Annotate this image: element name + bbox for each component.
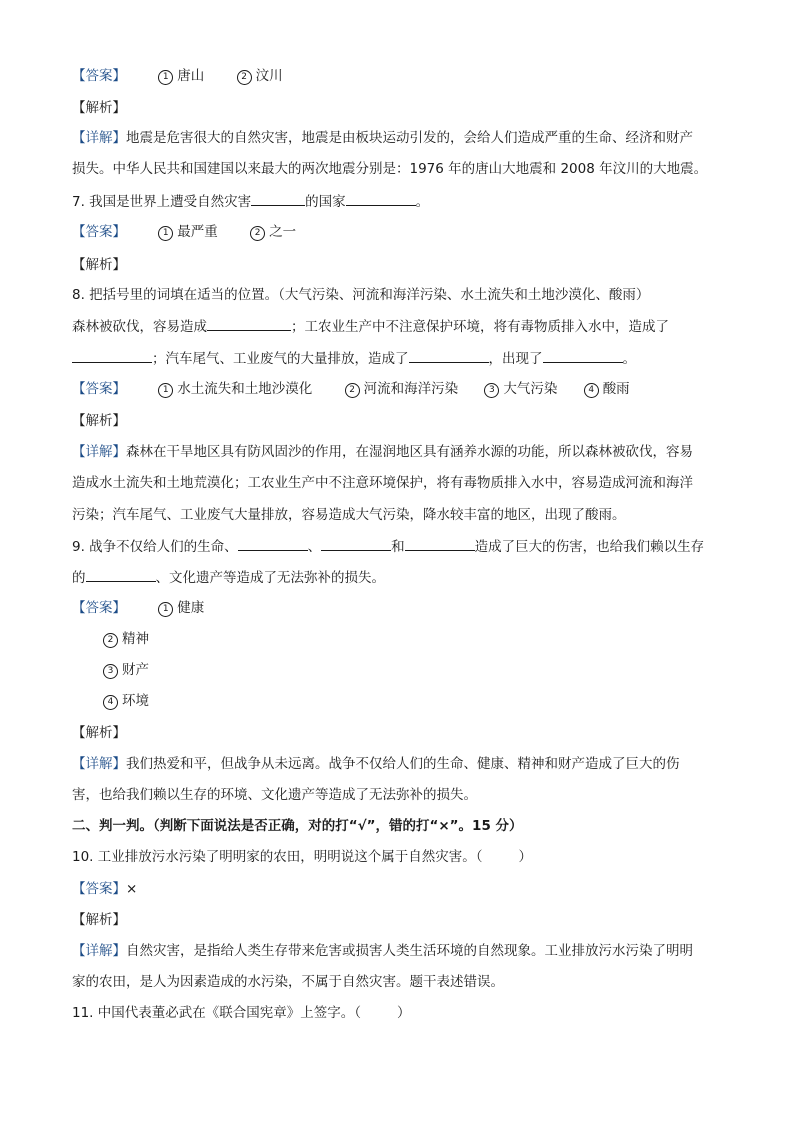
q8-question-line-1: 8. 把括号里的词填在适当的位置。（大气污染、河流和海洋污染、水土流失和土地沙漠化、酸雨） <box>72 287 650 303</box>
circled-number: 1 <box>158 383 173 398</box>
answer-label: 【答案】 <box>72 600 126 616</box>
circled-number: 3 <box>103 664 118 679</box>
q6-answer-line <box>72 66 283 86</box>
q9-answer-1: 1 健康 <box>158 598 204 618</box>
circled-number: 1 <box>158 226 173 241</box>
q9-answer-3: 3 财产 <box>103 660 149 680</box>
blank <box>321 536 391 551</box>
q9-question-line-1: 9. 战争不仅给人们的生命、 、 和 造成了巨大的伤害，也给我们赖以生存 <box>72 536 704 557</box>
q8-answer-1: 1 水土流失和土地沙漠化 <box>158 379 312 399</box>
circled-number: 2 <box>250 226 265 241</box>
blank <box>543 348 623 363</box>
q8-answer-4: 4 酸雨 <box>584 379 630 399</box>
analysis-label: 【解析】 <box>72 257 126 273</box>
blank <box>238 536 308 551</box>
q8-answer-3: 3 大气污染 <box>484 379 557 399</box>
blank <box>346 191 416 206</box>
detail-label: 【详解】 <box>72 756 126 772</box>
q7-answer-line <box>72 222 296 242</box>
q9-answer-line <box>72 598 204 618</box>
answer-label: 【答案】 <box>72 381 126 397</box>
q9-detail-line-2: 害，也给我们赖以生存的环境、文化遗产等造成了无法弥补的损失。 <box>72 787 477 803</box>
circled-number: 1 <box>158 70 173 85</box>
blank <box>251 191 305 206</box>
q7-answer-1: 1 最严重 <box>158 222 218 242</box>
q10-detail-line-1: 【详解】自然灾害，是指给人类生存带来危害或损害人类生活环境的自然现象。工业排放污水污染了明明 <box>72 943 693 959</box>
q8-question-line-3: ；汽车尾气、工业废气的大量排放，造成了 ，出现了 。 <box>72 348 636 369</box>
q6-answer-1: 1 唐山 <box>158 66 204 86</box>
q7-question: 7. 我国是世界上遭受自然灾害 的国家 。 <box>72 191 429 212</box>
q6-answer-2: 2 汶川 <box>237 66 283 86</box>
q10-question: 10. 工业排放污水污染了明明家的农田，明明说这个属于自然灾害。（ ） <box>72 849 533 865</box>
q10-answer: × <box>126 881 138 897</box>
q11-question: 11. 中国代表董必武在《联合国宪章》上签字。（ ） <box>72 1005 411 1021</box>
analysis-label: 【解析】 <box>72 912 126 928</box>
blank <box>207 316 291 331</box>
circled-number: 4 <box>584 383 599 398</box>
q7-answer-2: 2 之一 <box>250 222 296 242</box>
q8-detail-line-2: 造成水土流失和土地荒漠化；工农业生产中不注意环境保护，将有毒物质排入水中，容易造成河流和海洋 <box>72 475 693 491</box>
circled-number: 2 <box>237 70 252 85</box>
circled-number: 4 <box>103 695 118 710</box>
q8-detail-line-1: 【详解】森林在干旱地区具有防风固沙的作用，在湿润地区具有涵养水源的功能，所以森林被砍伐，容易 <box>72 444 693 460</box>
analysis-label: 【解析】 <box>72 100 126 116</box>
answer-label: 【答案】 <box>72 224 126 240</box>
answer-label: 【答案】 <box>72 68 126 84</box>
blank <box>405 536 475 551</box>
q9-answer-2: 2 精神 <box>103 629 149 649</box>
q8-detail-line-3: 污染；汽车尾气、工业废气大量排放，容易造成大气污染，降水较丰富的地区，出现了酸雨。 <box>72 507 626 523</box>
detail-label: 【详解】 <box>72 444 126 460</box>
circled-number: 3 <box>484 383 499 398</box>
q9-question-line-2: 的 、文化遗产等造成了无法弥补的损失。 <box>72 567 385 588</box>
analysis-label: 【解析】 <box>72 413 126 429</box>
analysis-label: 【解析】 <box>72 725 126 741</box>
q8-answer-2: 2 河流和海洋污染 <box>345 379 459 399</box>
circled-number: 2 <box>345 383 360 398</box>
blank <box>86 567 156 582</box>
q8-question-line-2: 森林被砍伐，容易造成 ；工农业生产中不注意保护环境，将有毒物质排入水中，造成了 <box>72 316 669 337</box>
q6-detail-line-1: 【详解】地震是危害很大的自然灾害，地震是由板块运动引发的，会给人们造成严重的生命、经济和财产 <box>72 130 693 146</box>
detail-label: 【详解】 <box>72 130 126 146</box>
q10-answer-line <box>72 879 137 899</box>
circled-number: 1 <box>158 602 173 617</box>
section-heading: 二、判一判。（判断下面说法是否正确，对的打“√”，错的打“×”。15 分） <box>72 818 523 834</box>
q6-detail-line-2: 损失。中华人民共和国建国以来最大的两次地震分别是：1976 年的唐山大地震和 2008 年汶川的大地震。 <box>72 161 708 177</box>
q8-answer-line <box>72 379 630 399</box>
answer-label: 【答案】 <box>72 881 126 897</box>
q9-answer-4: 4 环境 <box>103 691 149 711</box>
q10-detail-line-2: 家的农田，是人为因素造成的水污染，不属于自然灾害。题干表述错误。 <box>72 974 504 990</box>
detail-label: 【详解】 <box>72 943 126 959</box>
circled-number: 2 <box>103 633 118 648</box>
q9-detail-line-1: 【详解】我们热爱和平，但战争从未远离。战争不仅给人们的生命、健康、精神和财产造成了巨大的伤 <box>72 756 680 772</box>
blank <box>72 348 152 363</box>
blank <box>409 348 489 363</box>
